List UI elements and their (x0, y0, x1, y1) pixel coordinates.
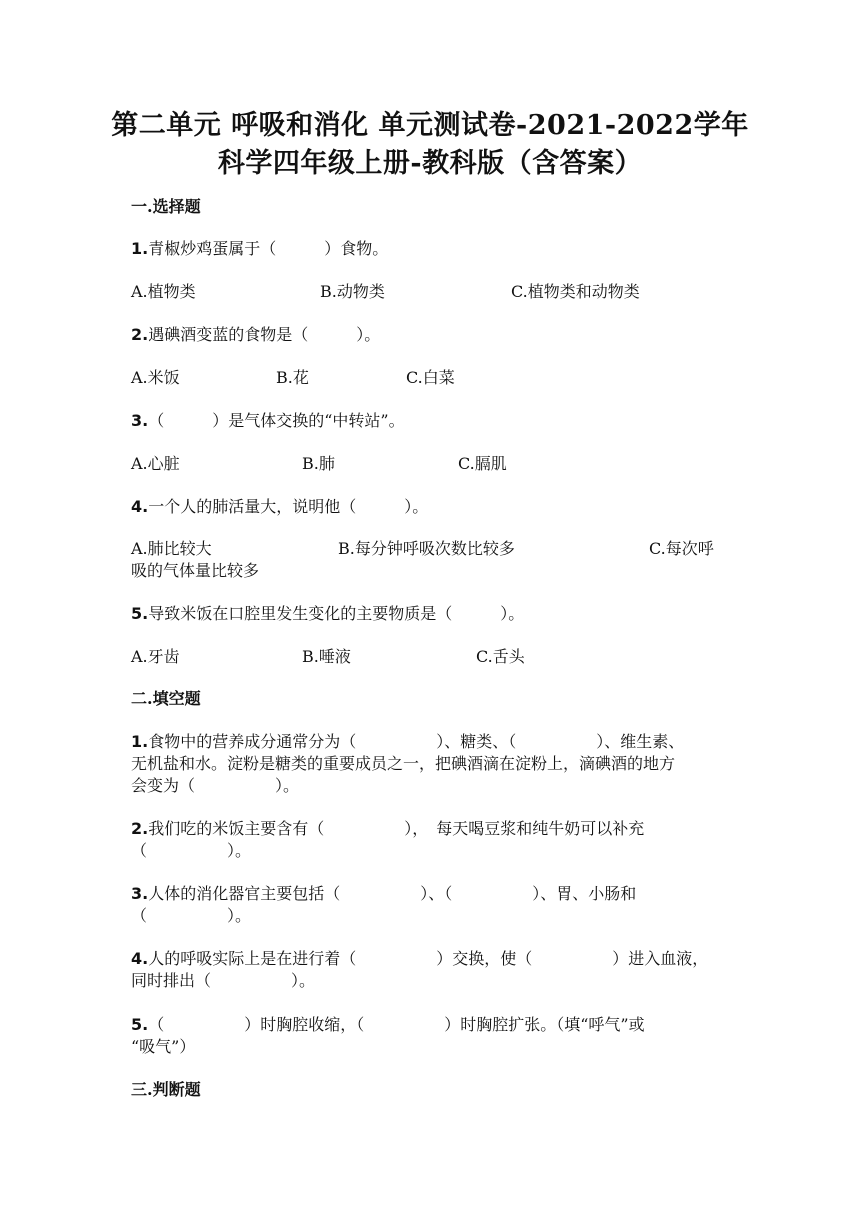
question-line: （ ）。 (131, 906, 252, 925)
fill-question-5 (131, 1012, 645, 1035)
choice-option: B.唾液 (302, 647, 351, 666)
choice-question-2 (131, 322, 380, 345)
choice-option: A.心脏 (131, 454, 180, 473)
question-line: 人体的消化器官主要包括（ ）、（ ）、胃、小肠和 (148, 884, 637, 903)
question-line: 我们吃的米饭主要含有（ ）， 每天喝豆浆和纯牛奶可以补充 (148, 819, 645, 838)
question-text: 青椒炒鸡蛋属于（ ）食物。 (148, 239, 389, 258)
question-text: 导致米饭在口腔里发生变化的主要物质是（ ）。 (148, 604, 525, 623)
question-line: 会变为（ ）。 (131, 776, 300, 795)
choice-question-5 (131, 601, 524, 624)
choice-option: A.牙齿 (131, 647, 180, 666)
question-number: 1. (131, 239, 149, 258)
choice-option: A.米饭 (131, 368, 180, 387)
choice-option: B.花 (276, 368, 309, 387)
question-number: 2. (131, 819, 149, 838)
fill-question-2 (131, 816, 644, 839)
fill-question-4 (131, 946, 708, 969)
question-line: 同时排出（ ）。 (131, 971, 316, 990)
question-line: “吸气”） (131, 1037, 196, 1056)
question-number: 5. (131, 604, 149, 623)
choice-option: C.舌头 (476, 647, 525, 666)
question-line: （ ）时胸腔收缩，（ ）时胸腔扩张。（填“呼气”或 (148, 1015, 645, 1034)
document-title-line-2: 科学四年级上册-教科版（含答案） (217, 148, 643, 179)
question-number: 1. (131, 732, 149, 751)
section-heading-judge: 三.判断题 (131, 1080, 201, 1099)
choice-question-4 (131, 494, 428, 517)
choice-option: B.肺 (302, 454, 335, 473)
choice-option: A.植物类 (131, 282, 196, 301)
question-number: 2. (131, 325, 149, 344)
question-number: 3. (131, 884, 149, 903)
section-heading-fill: 二.填空题 (131, 689, 201, 708)
question-line: （ ）。 (131, 841, 252, 860)
fill-question-1 (131, 729, 684, 752)
fill-question-3 (131, 881, 636, 904)
choice-option: C.白菜 (406, 368, 455, 387)
question-number: 3. (131, 411, 149, 430)
question-line: 无机盐和水。淀粉是糖类的重要成员之一，把碘酒滴在淀粉上，滴碘酒的地方 (131, 754, 676, 773)
question-text: 遇碘酒变蓝的食物是（ ）。 (148, 325, 381, 344)
question-number: 4. (131, 497, 149, 516)
choice-option: C.每次呼 (649, 539, 714, 558)
document-title-line-1: 第二单元 呼吸和消化 单元测试卷-2021-2022学年 (111, 110, 749, 141)
choice-question-3 (131, 408, 405, 431)
choice-option: B.动物类 (320, 282, 385, 301)
question-number: 5. (131, 1015, 149, 1034)
question-line: 食物中的营养成分通常分为（ ）、糖类、（ ）、维生素、 (148, 732, 685, 751)
choice-option: B.每分钟呼吸次数比较多 (338, 539, 515, 558)
choice-option-continuation: 吸的气体量比较多 (131, 561, 260, 580)
choice-option: C.膈肌 (458, 454, 507, 473)
question-line: 人的呼吸实际上是在进行着（ ）交换，使（ ）进入血液， (148, 949, 709, 968)
choice-option: C.植物类和动物类 (511, 282, 640, 301)
question-text: （ ）是气体交换的“中转站”。 (148, 411, 405, 430)
question-text: 一个人的肺活量大，说明他（ ）。 (148, 497, 429, 516)
choice-question-1 (131, 236, 388, 259)
section-heading-choice: 一.选择题 (131, 197, 201, 216)
choice-option: A.肺比较大 (131, 539, 212, 558)
question-number: 4. (131, 949, 149, 968)
